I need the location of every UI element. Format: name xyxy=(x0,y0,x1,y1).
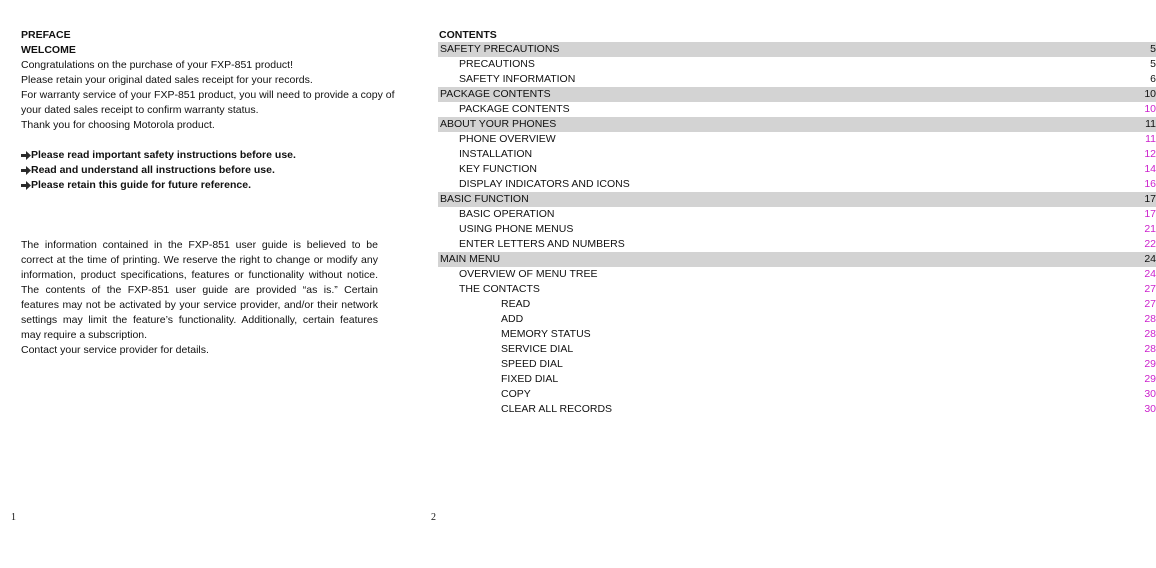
toc-page-number: 24 xyxy=(1144,268,1156,280)
toc-entry-row[interactable] xyxy=(438,72,1156,87)
toc-page-number: 22 xyxy=(1144,238,1156,250)
toc-label: SAFETY PRECAUTIONS xyxy=(440,43,560,55)
toc-label: MEMORY STATUS xyxy=(501,328,591,340)
toc-label: COPY xyxy=(501,388,531,400)
preface-heading: PREFACE xyxy=(21,29,71,41)
toc-entry-row[interactable] xyxy=(438,57,1156,72)
safety-bullet xyxy=(21,163,378,178)
toc-page-number: 27 xyxy=(1144,298,1156,310)
toc-label: FIXED DIAL xyxy=(501,373,559,385)
toc-entry-row[interactable] xyxy=(438,342,1156,357)
toc-label: KEY FUNCTION xyxy=(459,163,537,175)
toc-label: MAIN MENU xyxy=(440,253,501,265)
table-of-contents xyxy=(438,42,1156,417)
disclaimer-last-line: Contact your service provider for details. xyxy=(21,344,209,356)
toc-label: DISPLAY INDICATORS AND ICONS xyxy=(459,178,630,190)
toc-page-number: 6 xyxy=(1150,73,1156,85)
toc-entry-row[interactable] xyxy=(438,372,1156,387)
toc-page-number: 10 xyxy=(1144,88,1156,100)
bullet-text: Please read important safety instructions before use. xyxy=(31,149,296,161)
arrow-right-icon xyxy=(21,151,31,160)
toc-section-row[interactable] xyxy=(438,252,1156,267)
toc-page-number: 11 xyxy=(1145,133,1156,145)
toc-entry-row[interactable] xyxy=(438,222,1156,237)
toc-label: ABOUT YOUR PHONES xyxy=(440,118,557,130)
toc-label: OVERVIEW OF MENU TREE xyxy=(459,268,598,280)
contents-heading: CONTENTS xyxy=(439,29,497,41)
toc-label: PACKAGE CONTENTS xyxy=(440,88,551,100)
preface-column xyxy=(21,28,395,358)
toc-page-number: 16 xyxy=(1144,178,1156,190)
toc-page-number: 29 xyxy=(1144,373,1156,385)
toc-entry-row[interactable] xyxy=(438,282,1156,297)
intro-line: Congratulations on the purchase of your FXP-851 product! xyxy=(21,59,293,71)
toc-label: PRECAUTIONS xyxy=(459,58,535,70)
toc-page-number: 28 xyxy=(1144,313,1156,325)
arrow-right-icon xyxy=(21,181,31,190)
page-number: 2 xyxy=(431,512,436,523)
toc-page-number: 10 xyxy=(1144,103,1156,115)
left-page xyxy=(0,0,404,568)
toc-page-number: 21 xyxy=(1144,223,1156,235)
toc-entry-row[interactable] xyxy=(438,267,1156,282)
toc-page-number: 27 xyxy=(1144,283,1156,295)
safety-bullet xyxy=(21,178,378,193)
toc-entry-row[interactable] xyxy=(438,147,1156,162)
arrow-right-icon xyxy=(21,166,31,175)
toc-entry-row[interactable] xyxy=(438,312,1156,327)
page-number: 1 xyxy=(11,512,16,523)
toc-section-row[interactable] xyxy=(438,117,1156,132)
toc-page-number: 12 xyxy=(1144,148,1156,160)
toc-entry-row[interactable] xyxy=(438,162,1156,177)
toc-label: BASIC OPERATION xyxy=(459,208,555,220)
intro-line: For warranty service of your FXP-851 product, you will need to provide a copy of xyxy=(21,89,395,101)
toc-page-number: 14 xyxy=(1144,163,1156,175)
toc-label: ENTER LETTERS AND NUMBERS xyxy=(459,238,625,250)
toc-page-number: 5 xyxy=(1150,43,1156,55)
intro-line: Thank you for choosing Motorola product. xyxy=(21,119,215,131)
toc-label: INSTALLATION xyxy=(459,148,533,160)
toc-page-number: 11 xyxy=(1145,118,1156,130)
disclaimer-paragraph: The information contained in the FXP-851 user guide is believed to be correct at the time of printing. We reserve the right to change or modify any information, product specifications, features or functionality without notice. The contents of the FXP-851 user guide are provided “as is.” Certain features may not be activated by your service provider, and/or their network settings may limit the feature’s functionality. Additionally, certain features may require a subscription. xyxy=(21,239,378,341)
intro-line: your dated sales receipt to confirm warranty status. xyxy=(21,104,259,116)
toc-section-row[interactable] xyxy=(438,87,1156,102)
welcome-heading: WELCOME xyxy=(21,44,76,56)
toc-entry-row[interactable] xyxy=(438,237,1156,252)
toc-entry-row[interactable] xyxy=(438,207,1156,222)
toc-label: PHONE OVERVIEW xyxy=(459,133,556,145)
toc-entry-row[interactable] xyxy=(438,297,1156,312)
toc-page-number: 30 xyxy=(1144,388,1156,400)
toc-section-row[interactable] xyxy=(438,192,1156,207)
toc-page-number: 28 xyxy=(1144,328,1156,340)
toc-label: ADD xyxy=(501,313,524,325)
toc-entry-row[interactable] xyxy=(438,402,1156,417)
bullet-text: Please retain this guide for future reference. xyxy=(31,179,251,191)
toc-label: READ xyxy=(501,298,531,310)
toc-entry-row[interactable] xyxy=(438,102,1156,117)
toc-entry-row[interactable] xyxy=(438,387,1156,402)
toc-label: SPEED DIAL xyxy=(501,358,563,370)
toc-entry-row[interactable] xyxy=(438,177,1156,192)
toc-entry-row[interactable] xyxy=(438,357,1156,372)
intro-line: Please retain your original dated sales receipt for your records. xyxy=(21,74,313,86)
toc-entry-row[interactable] xyxy=(438,132,1156,147)
toc-page-number: 28 xyxy=(1144,343,1156,355)
toc-label: THE CONTACTS xyxy=(459,283,540,295)
toc-section-row[interactable] xyxy=(438,42,1156,57)
toc-page-number: 17 xyxy=(1144,193,1156,205)
toc-page-number: 24 xyxy=(1144,253,1156,265)
toc-label: USING PHONE MENUS xyxy=(459,223,574,235)
toc-entry-row[interactable] xyxy=(438,327,1156,342)
right-page xyxy=(404,0,1156,568)
toc-label: PACKAGE CONTENTS xyxy=(459,103,570,115)
safety-bullet xyxy=(21,148,378,163)
toc-label: SAFETY INFORMATION xyxy=(459,73,576,85)
toc-page-number: 17 xyxy=(1144,208,1156,220)
toc-label: BASIC FUNCTION xyxy=(440,193,529,205)
toc-label: CLEAR ALL RECORDS xyxy=(501,403,613,415)
toc-page-number: 29 xyxy=(1144,358,1156,370)
toc-page-number: 30 xyxy=(1144,403,1156,415)
toc-page-number: 5 xyxy=(1150,58,1156,70)
toc-label: SERVICE DIAL xyxy=(501,343,574,355)
bullet-text: Read and understand all instructions before use. xyxy=(31,164,275,176)
